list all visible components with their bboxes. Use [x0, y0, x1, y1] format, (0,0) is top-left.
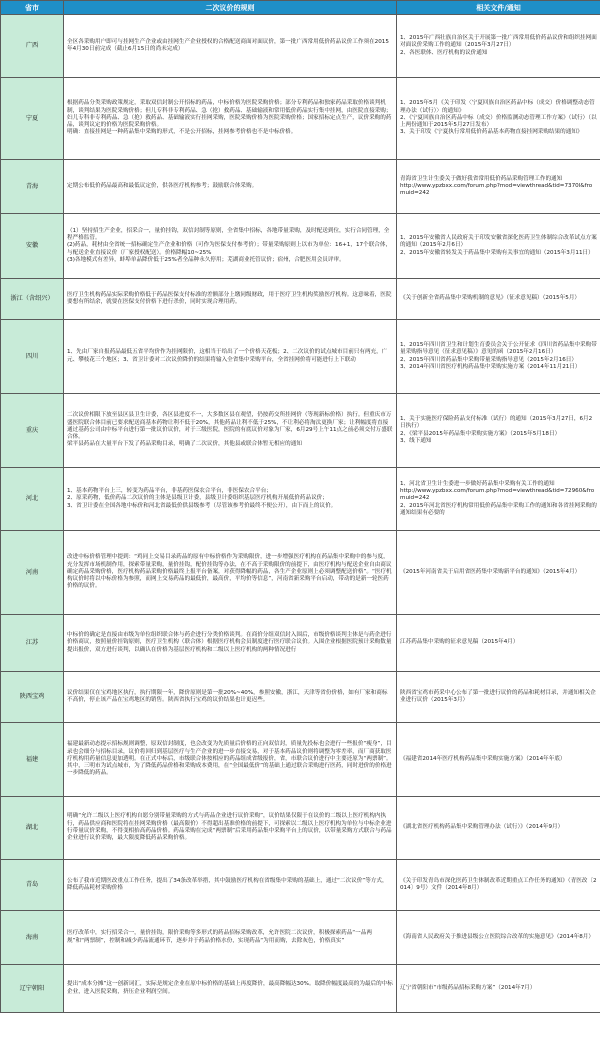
rule-paragraph: 全区各采购用户即可与挂网生产企业或由挂网生产企业授权的合格配送商面对面议价，第一批广西常用低价药品议价工作须在2015年4月30日前完成（截止6月15日的尚未完成）: [67, 38, 389, 52]
province-cell: 江苏: [1, 615, 64, 672]
rule-cell: [64, 531, 397, 615]
rule-paragraph: 定期公布低价药品最高和最低议定价，供各医疗机构参考；鼓励联合体采购。: [67, 182, 258, 189]
doc-entry: 《海南省人民政府关于推进县级公立医院综合改革的实施意见》（2014年8月）: [400, 933, 594, 940]
table-row: [1, 615, 600, 672]
rule-cell: [64, 723, 397, 797]
table-row: [1, 279, 600, 320]
rule-cell: [64, 965, 397, 1013]
rule-paragraph: 议价结果仅在宝鸡地区执行，执行期限一年，降价原则是第一批20%~40%，参照安徽，浙江，天津等省份价格，如有厂家和商标不高价，停止该产品在宝鸡地区的销售。陕西省执行宝鸡的议价结果也计更迟些。: [67, 689, 388, 703]
province-cell: 湖北: [1, 797, 64, 860]
table-row: [1, 320, 600, 394]
rule-cell: [64, 160, 397, 214]
rule-cell: [64, 672, 397, 723]
docs-cell: [397, 965, 600, 1013]
rule-paragraph: 中标价的确定是直接由市级为单位组织联合体与药企进行分类价格谈判。在商价分组双信封入围后，市级价格谈判主体是与药企进行价格商议，按照量价挂钩原则，医疗卫生机构（联合体）根据医疗机构会员制度进行医疗联合议价。入围企业根据医院预计采购数量提出报价，双方进行谈判，以确认在价格为基层医疗机构和二级以上医疗机构的两种情况进行: [67, 632, 392, 653]
rule-paragraph: 1、先由厂家自报药品最低五省平均价作为挂网限价，这相当于给出了一个价格天花板；2、二次议价的试点城市目前只有两充，广元、攀枝花三个地区；3、省卫计委对二次议价降价的结果将输入全省集中采购平台，全省挂网价将可能进行上下联动: [67, 349, 388, 363]
province-cell: 青海: [1, 160, 64, 214]
table-body: [1, 15, 600, 1013]
header-docs: 相关文件/通知: [397, 1, 600, 15]
rule-paragraph: 根据药品分类采购政策规定，采取双信封制公开招标的药品，中标价格为医院采购价格；部分专利药品和独家药品采取价格谈判机制，谈判结果为医院采购价格；但儿专科非专利药品、急（抢）救药品、基础输液和常用低价药品实行集中挂网，由医院直接采购；妇儿专科非专利药品、急（抢）救药品、基础输液实行挂网采购，医院采购价格为医院采购价格；国家招标定点生产，议价采购的药品，谈判议定的价格为医院采购价格。: [67, 100, 392, 129]
table-row: [1, 160, 600, 214]
rule-paragraph: 医疗卫生机构药品实际采购价格低于药品医保支付标准的差额部分上缴同级财政，用于医疗卫生机构奖励医疗机构。这意味着，医院要想有所结余，就要在医保支付价格下进行杀价，同时实现合理用药。: [67, 291, 392, 305]
rule-paragraph: 二次议价相限下放至县区县卫生计委，各区县进度不一，大多数区县在观望，仍按药交所挂网价（等现新标价格）执行。但重庆市万盛医院联合体目前已要求配送商基本药物让利不低于20%，其他药品让利不低于25%，不让利必将淘汰更换厂家；让利幅度将直接通过基药公司由中标平台进行第一批议价议价，对于三级医院，医院的有底议价对象为厂家，6月29号上午11点之前必须交付万盛联合体。: [67, 412, 393, 441]
doc-entry: 江苏药品集中采购的征求意见稿（2015年4月）: [400, 639, 519, 646]
doc-entry: 《湖北省医疗机构药品集中采购管理办法（试行）》（2014年9月）: [400, 824, 564, 831]
doc-entry: 1、关于实施医疗保险药品支付标准（试行）的通知（2015年3月27日，6月2日执行）: [400, 415, 593, 430]
docs-cell: [397, 672, 600, 723]
rule-paragraph: 3、省卫计委在全国各地中标价和河北省最低价供县级参考（尽管该参考价最终不便公开），由下而上的议价。: [67, 502, 337, 509]
doc-entry: 2、2015年河北省医疗机构常用低价药品集中采购工作的通知和各省挂网采购的通知结果有必要的: [400, 502, 597, 516]
table-row: [1, 214, 600, 279]
rule-cell: [64, 78, 397, 160]
table-row: [1, 672, 600, 723]
province-cell: 青岛: [1, 860, 64, 911]
rule-cell: [64, 394, 397, 468]
province-cell: 辽宁朝阳: [1, 965, 64, 1013]
rule-cell: [64, 320, 397, 394]
province-cell: 安徽: [1, 214, 64, 279]
rule-paragraph: 医疗改革中，实行招采合一，量价挂钩，限价采购等多形式的药品招标采购改革，允许医院二次议价，积极探索药品“一品两规”和“两票制”，控制和减少药品流通环节，逐步并于药品价格水份，实现药品“为用而购，去除灰色，价格真实”: [67, 930, 372, 944]
province-cell: 浙江（含绍兴）: [1, 279, 64, 320]
rule-cell: [64, 214, 397, 279]
doc-entry: 陕西省宝鸡市药采中心公布了第一批进行议价的药品和耗材目录，并通知相关企业进行议价（2015年3月）: [400, 689, 596, 703]
rule-cell: [64, 615, 397, 672]
table-row: [1, 394, 600, 468]
doc-entry: 辽宁省朝阳市“市级药品招标采购方案”（2014年7月）: [400, 984, 536, 991]
table-row: [1, 723, 600, 797]
rule-paragraph: (3)各地模式有差异，蚌埠单品降价低于25%者全品种永久停用；芜湖商业托管议价；宿州，合肥医用会员评审。: [67, 256, 345, 263]
rule-paragraph: 公布了我市近期医改重点工作任务，提出了34条改革举措，其中鼓励医疗机构在省级集中采购的基础上，通过“二次议价”等方式，降低药品耗材采购价格: [67, 877, 388, 891]
rule-cell: [64, 860, 397, 911]
rule-paragraph: （1）坚持招生产企业，招采合一，量价挂钩，双信封制等原则，全省集中招标，各地带量采购，及时配送到位，实行合同管理，全程严格监管。: [67, 227, 390, 242]
doc-entry: 1、2015年安徽省人民政府关于印发安徽省深化医药卫生体制综合改革试点方案的通知（2015年2月6日）: [400, 235, 597, 249]
docs-cell: [397, 860, 600, 911]
docs-cell: [397, 279, 600, 320]
rule-paragraph: 提出“成本分摊”这一创新词汇，实际是规定企业在原中标价格的基础上再度降价，最高降幅达30%。取降价幅度最高的为最后的中标企业，进入医院采购，挤压企业利润空间。: [67, 981, 393, 995]
table-row: [1, 531, 600, 615]
province-cell: 广西: [1, 15, 64, 78]
rule-cell: [64, 279, 397, 320]
doc-entry: 1、2015年5月《关于印发〈宁夏回族自治区药品中标（成交）价格调整动态管理办法（试行）〉的通知》: [400, 100, 595, 114]
doc-entry: http://www.ypzbxx.com/forum.php?mod=viewthread&tid=7370l&fromuid=242: [400, 182, 593, 197]
table-row: [1, 468, 600, 531]
doc-entry: 2、2015年四川省药品集中采购带量采购指导意见（2015年2月16日）: [400, 356, 577, 363]
doc-entry: 《关于创新全省药品集中采购机制的意见》（征求意见稿）（2015年5月）: [400, 295, 581, 302]
rule-cell: [64, 911, 397, 965]
doc-entry: 1、河北省卫生计生委进一步做好药品集中采购有关工作的通知: [400, 480, 555, 487]
table-row: [1, 797, 600, 860]
docs-cell: [397, 723, 600, 797]
doc-entry: 3、关于印发《宁夏执行常用低价药品基本药物直接挂网采购结果的通知》: [400, 129, 583, 136]
header-province: 省市: [1, 1, 64, 15]
docs-cell: [397, 15, 600, 78]
rule-paragraph: (2)药品，耗材由全省统一招标确定生产企业和价格（可作为医保支付参考价）；带量采购原则上以市为单位：16+1，17个联合体，与配送企业直接议价（厂家授权配送）。价格降幅10~25%: [67, 242, 392, 256]
doc-entry: 2、各医联体、医疗机构的议价通知: [400, 49, 488, 56]
docs-cell: [397, 911, 600, 965]
docs-cell: [397, 160, 600, 214]
docs-cell: [397, 468, 600, 531]
doc-entry: 1、2015年四川省卫生和计划生育委员会关于公开征求《四川省药品集中采购带量采购指导意见（征求意见稿）》意见的函（2015年2月16日）: [400, 341, 597, 356]
doc-entry: 2、《宁夏回族自治区药品中标（成交）价格监测动态管理工作方案》（试行）（以上两份通知于2015年5月27日发布）: [400, 114, 597, 129]
rule-paragraph: 改进中标价格管理中提到：“鸡同上交易目录药品的原有中标价格作为采购限价，进一步增强医疗机构在药品集中采购中的参与度，充分发挥市场机制作用，探索带量采购，量价挂钩，配价挂钩等办法，在不高于采购限价的前提下，由医疗机构与配送企业自由商议确定药品采购价格，医疗机构药品采购价格最终上报平台备案，对获得降幅的药品，各生产企业原则上必须调整配送价格”。“医疗机构议价时将以中标价格为参照，而网上交易药品的最低价，最高价，平均价等信息”，河南省新采购平台启动，带动的是新一轮医药价格的议价。: [67, 554, 392, 590]
docs-cell: [397, 394, 600, 468]
table-row: [1, 15, 600, 78]
rule-paragraph: 2、原采药物，低价药品二次议价的主体是县级卫计委，县级卫计委组织基层医疗机构开展低价药品议价；: [67, 495, 328, 502]
province-cell: 河北: [1, 468, 64, 531]
table-row: [1, 860, 600, 911]
rule-paragraph: 明确：直接挂网是一种药品集中采购的形式，不是公开招标，挂网参考价格也不是中标价格。: [67, 129, 297, 136]
rule-cell: [64, 468, 397, 531]
rule-cell: [64, 797, 397, 860]
province-cell: 重庆: [1, 394, 64, 468]
province-cell: 河南: [1, 531, 64, 615]
doc-entry: 2、2015年安徽省转发关于药品集中采购有关事宜的通知（2015年3月11日）: [400, 249, 594, 256]
rule-paragraph: 梁平县药品在大量平台下发了药品采购目录，明确了二次议价，其他县或联合体暂无相应的通知: [67, 441, 302, 448]
rule-paragraph: 明确“允许二级以上医疗机构自愿分别带量采购的方式与药品企业进行议价采购”，议价结果仅限于在议价的二级以上医疗机构内执行，药品供应商和医院将在挂网采购价格（最高限价）不得超出基准价格的前提下，可探索以二级以上医疗机构为单位与中标企业进行带量议价采购，不得变相抬高药品价格。药品采购在完成“两票制”后采用药品集中采购平台上的议价，以带量采购方式联合与药品企业进行议价采购，最大限度降低药品采购价格。: [67, 813, 392, 842]
docs-cell: [397, 531, 600, 615]
table-row: [1, 78, 600, 160]
docs-cell: [397, 78, 600, 160]
docs-cell: [397, 797, 600, 860]
doc-entry: 1、2015年广西壮族自治区关于开展第一批广西常用低价药品议价和组织挂网面对面议价采购工作的通知（2015年3月27日）: [400, 35, 597, 49]
doc-entry: 3、2014年四川省医疗机构药品集中采购实施方案（2014年11月21日）: [400, 363, 581, 370]
doc-entry: 2、《梁平县2015年药品集中采购实施方案》（2015年5月18日）: [400, 430, 561, 437]
rule-paragraph: 福建最新动态提示招标规则调整，原双信封制度，也会改变为先质量后价格的正向双信封，质量先投标也会进行一些报价“瘦身”，目录也会细分与招标目录，议价将回归到基层医疗与生产企业的进一步直接交易，对于基本药品议价则将调整为零差率，而厂商获取医疗机构用药量信息更加透明。在正式中标后，市级联合体按相应的药品组成省级报价，省，市联合议价进行中主要还原为“两票制”。其中，三明市为试点城市，为了降低药品价格和采购成本费用，在“全国最低价”的基础上通过联合采购进行医药，同时进价的价格进一步降低的药品。: [67, 741, 392, 777]
header-rule: 二次议价的规则: [64, 1, 397, 15]
province-cell: 四川: [1, 320, 64, 394]
doc-entry: 《福建省2014年医疗机构药品集中采购实施方案》（2014年年底）: [400, 755, 566, 762]
doc-entry: http://www.ypzbxx.com/forum.php?mod=viewthread&tid=72960&fromuid=242: [400, 488, 595, 502]
table-header-row: [1, 1, 600, 15]
docs-cell: [397, 214, 600, 279]
province-cell: 陕西宝鸡: [1, 672, 64, 723]
table-row: [1, 965, 600, 1013]
rule-paragraph: 1、基本药物平台上三，转变为药品平台，非基药医保农合平台，非医保农合平台；: [67, 488, 272, 495]
province-cell: 海南: [1, 911, 64, 965]
doc-entry: 青海省卫生计生委关于做好我省常用低价药品采购管理工作的通知: [400, 175, 563, 182]
table-row: [1, 911, 600, 965]
doc-entry: 《2015年河南省关于启用省医药集中采购新平台的通知》（2015年4月）: [400, 568, 581, 575]
rule-cell: [64, 15, 397, 78]
province-cell: 福建: [1, 723, 64, 797]
doc-entry: 3、线下通知: [400, 437, 432, 444]
province-cell: 宁夏: [1, 78, 64, 160]
doc-entry: 《关于印发青岛市深化医药卫生体制改革近期重点工作任务的通知》（青医改〔2014〕9号）文件（2014年8月）: [400, 877, 597, 891]
docs-cell: [397, 320, 600, 394]
docs-cell: [397, 615, 600, 672]
